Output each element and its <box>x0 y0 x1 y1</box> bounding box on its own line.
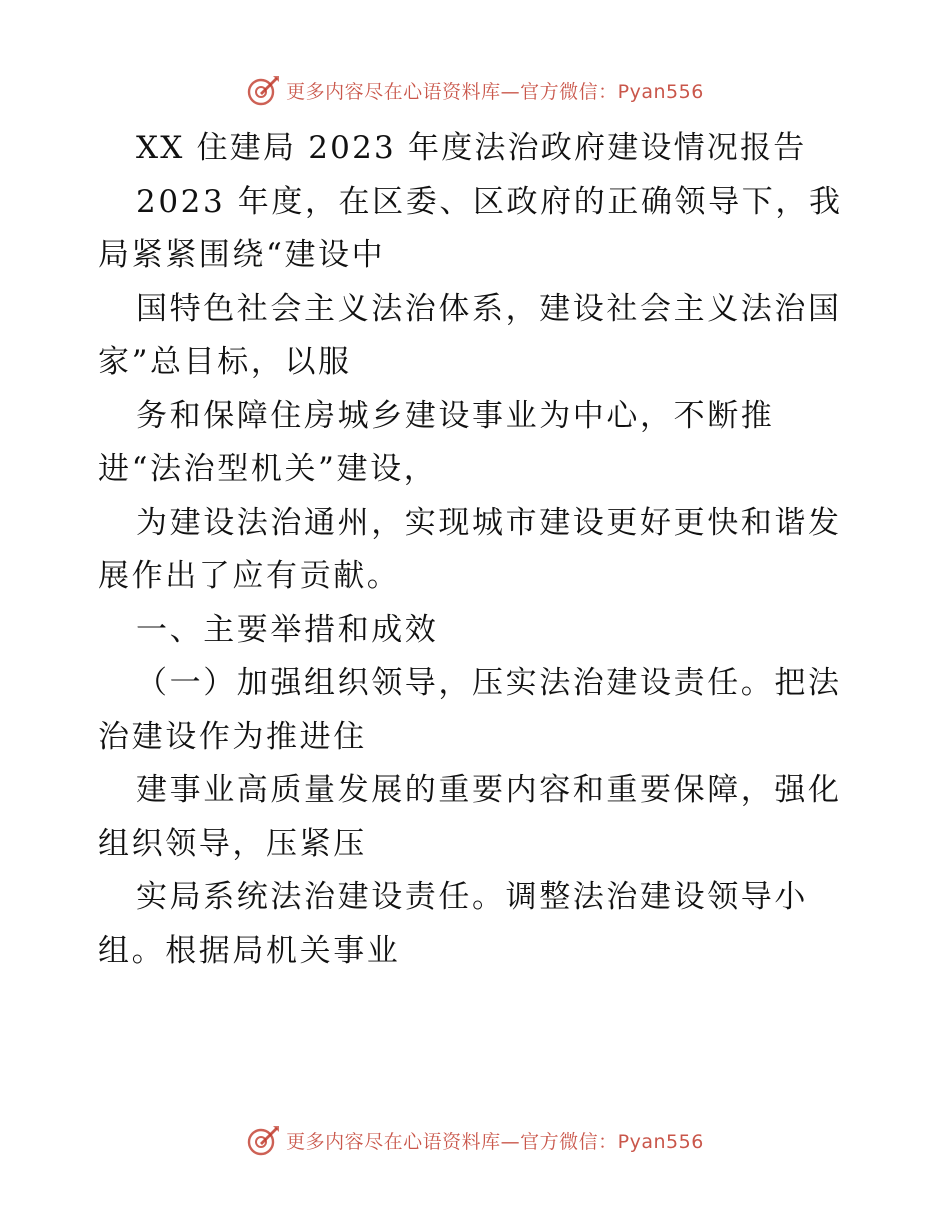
watermark-banner-top <box>0 70 950 110</box>
paragraph-line: 实局系统法治建设责任。调整法治建设领导小 <box>136 879 808 915</box>
paragraph-line: 务和保障住房城乡建设事业为中心，不断推 <box>136 397 775 434</box>
watermark-text: 更多内容尽在心语资料库—官方微信：Pyan556 <box>286 1130 704 1153</box>
document-title: XX 住建局 2023 年度法治政府建设情况报告 <box>136 130 807 166</box>
quill-logo-icon <box>246 73 280 107</box>
paragraph-line: 进“法治型机关”建设， <box>98 451 438 487</box>
paragraph-line: 治建设作为推进住 <box>98 718 367 755</box>
paragraph-line: 为建设法治通州，实现城市建设更好更快和谐发 <box>136 504 842 541</box>
paragraph-line: 局紧紧围绕“建设中 <box>98 237 386 273</box>
document-body <box>98 122 858 978</box>
paragraph-line: 家”总目标，以服 <box>98 344 352 380</box>
subsection-heading-line: （一）加强组织领导，压实法治建设责任。把法 <box>136 665 842 701</box>
quill-logo-icon <box>246 1123 280 1157</box>
watermark-text: 更多内容尽在心语资料库—官方微信：Pyan556 <box>286 80 704 103</box>
paragraph-line: 建事业高质量发展的重要内容和重要保障，强化 <box>136 772 842 808</box>
section-heading: 一、主要举措和成效 <box>136 611 439 648</box>
paragraph-line: 2023 年度，在区委、区政府的正确领导下，我 <box>136 183 843 220</box>
paragraph-line: 组织领导，压紧压 <box>98 825 367 862</box>
paragraph-line: 组。根据局机关事业 <box>98 932 401 969</box>
paragraph-line: 展作出了应有贡献。 <box>98 558 401 594</box>
paragraph-line: 国特色社会主义法治体系，建设社会主义法治国 <box>136 290 842 327</box>
watermark-banner-bottom <box>0 1120 950 1160</box>
